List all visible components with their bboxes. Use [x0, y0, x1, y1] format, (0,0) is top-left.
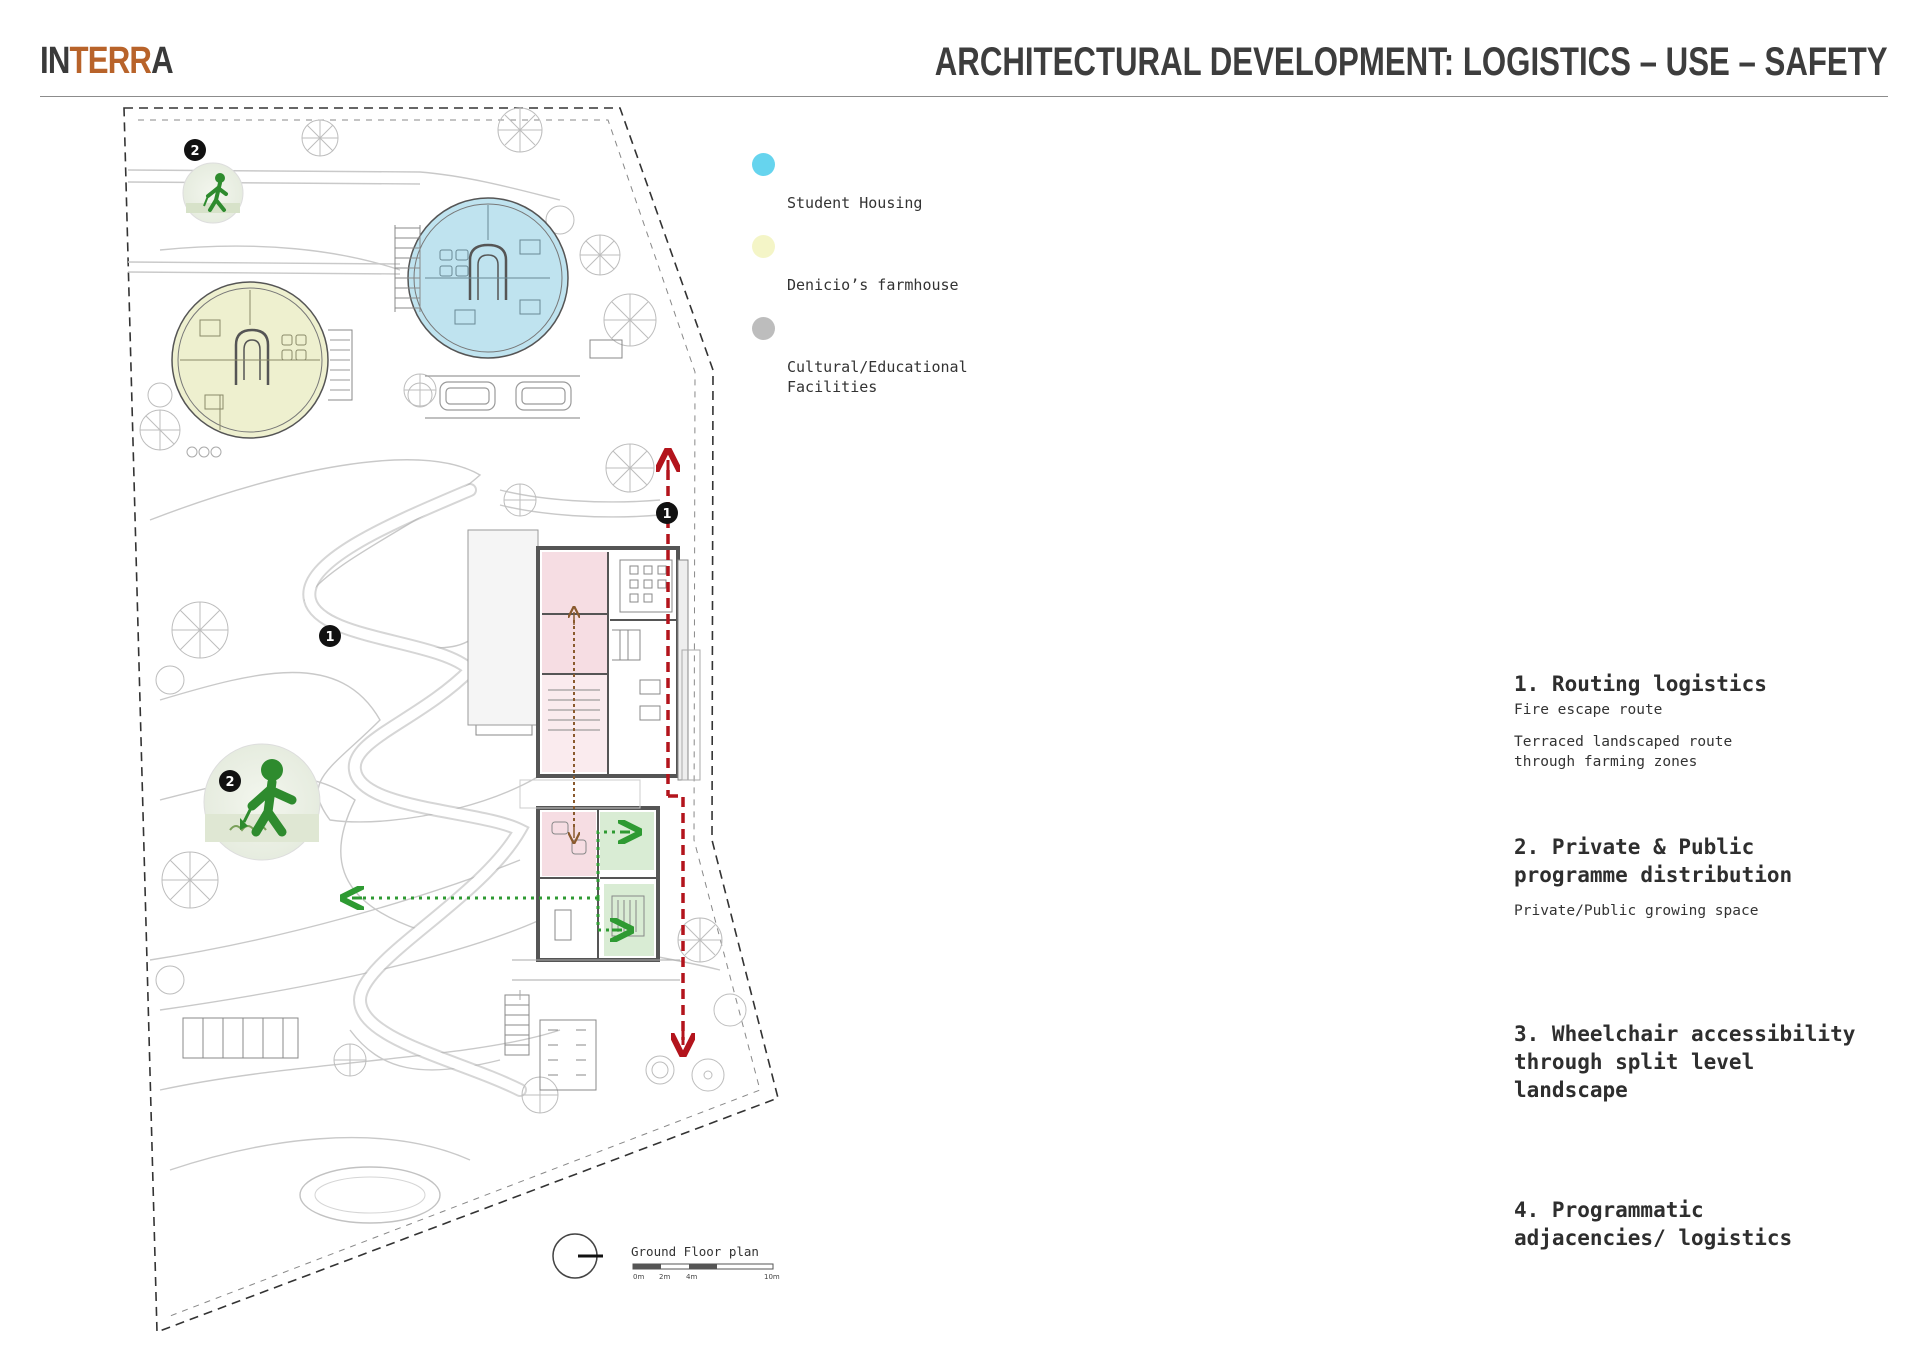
oval-garden: [300, 1167, 440, 1223]
svg-text:2: 2: [190, 144, 200, 159]
page-title: ARCHITECTURAL DEVELOPMENT: LOGISTICS – USE – SAFETY: [935, 40, 1888, 84]
farmhouse-building: [172, 282, 352, 457]
marker-1-entry: [319, 625, 341, 647]
svg-text:1: 1: [325, 630, 335, 645]
scale-bar: [633, 1264, 780, 1281]
legend-dot-icon: [752, 153, 775, 176]
legend-dot-icon: [752, 317, 775, 340]
scale-tick-2: 2m: [659, 1273, 671, 1281]
legend-item-farmhouse: Denicio’s farmhouse: [752, 235, 968, 295]
section-heading: 2. Private & Public programme distribution: [1514, 835, 1793, 887]
section-wheelchair-accessibility: [1514, 1020, 1894, 1104]
section-heading: 1. Routing logistics: [1514, 672, 1767, 696]
parking: [425, 376, 580, 418]
logo-text-in: IN: [40, 40, 70, 82]
section-note: Private/Public growing space: [1514, 903, 1759, 919]
scale-tick-10: 10m: [764, 1273, 780, 1281]
legend-item-student-housing: Student Housing: [752, 153, 968, 213]
section-note: Fire escape route: [1514, 702, 1663, 718]
logo-text-terr: TERR: [69, 40, 152, 82]
svg-text:1: 1: [662, 507, 672, 522]
marker-2-small: [184, 139, 206, 161]
legend: [752, 153, 968, 416]
legend-dot-icon: [752, 235, 775, 258]
svg-text:2: 2: [225, 775, 235, 790]
section-note: Terraced landscaped route through farming zones: [1514, 734, 1733, 770]
main-building-upper: [468, 530, 700, 780]
student-housing-building: [395, 198, 568, 358]
section-heading: 4. Programmatic adjacencies/ logistics: [1514, 1198, 1793, 1250]
farming-zone-icon-large: [204, 744, 320, 860]
plan-label: Ground Floor plan: [631, 1244, 759, 1259]
scale-tick-4: 4m: [686, 1273, 698, 1281]
main-building-lower: [512, 780, 680, 1000]
scale-tick-0: 0m: [633, 1273, 645, 1281]
section-private-public: [1514, 833, 1894, 921]
section-heading: 3. Wheelchair accessibility through split level landscape: [1514, 1022, 1856, 1102]
north-arrow-icon: [553, 1234, 603, 1278]
section-programmatic-adjacencies: [1514, 1196, 1894, 1252]
marker-1-fire-route: [656, 502, 678, 524]
legend-item-cultural-facilities: Cultural/Educational Facilities: [752, 317, 968, 397]
section-routing-logistics: [1514, 670, 1894, 772]
logo-text-a: A: [151, 40, 173, 82]
marker-2-large: [219, 770, 241, 792]
farming-zone-icon-small: [183, 163, 243, 223]
